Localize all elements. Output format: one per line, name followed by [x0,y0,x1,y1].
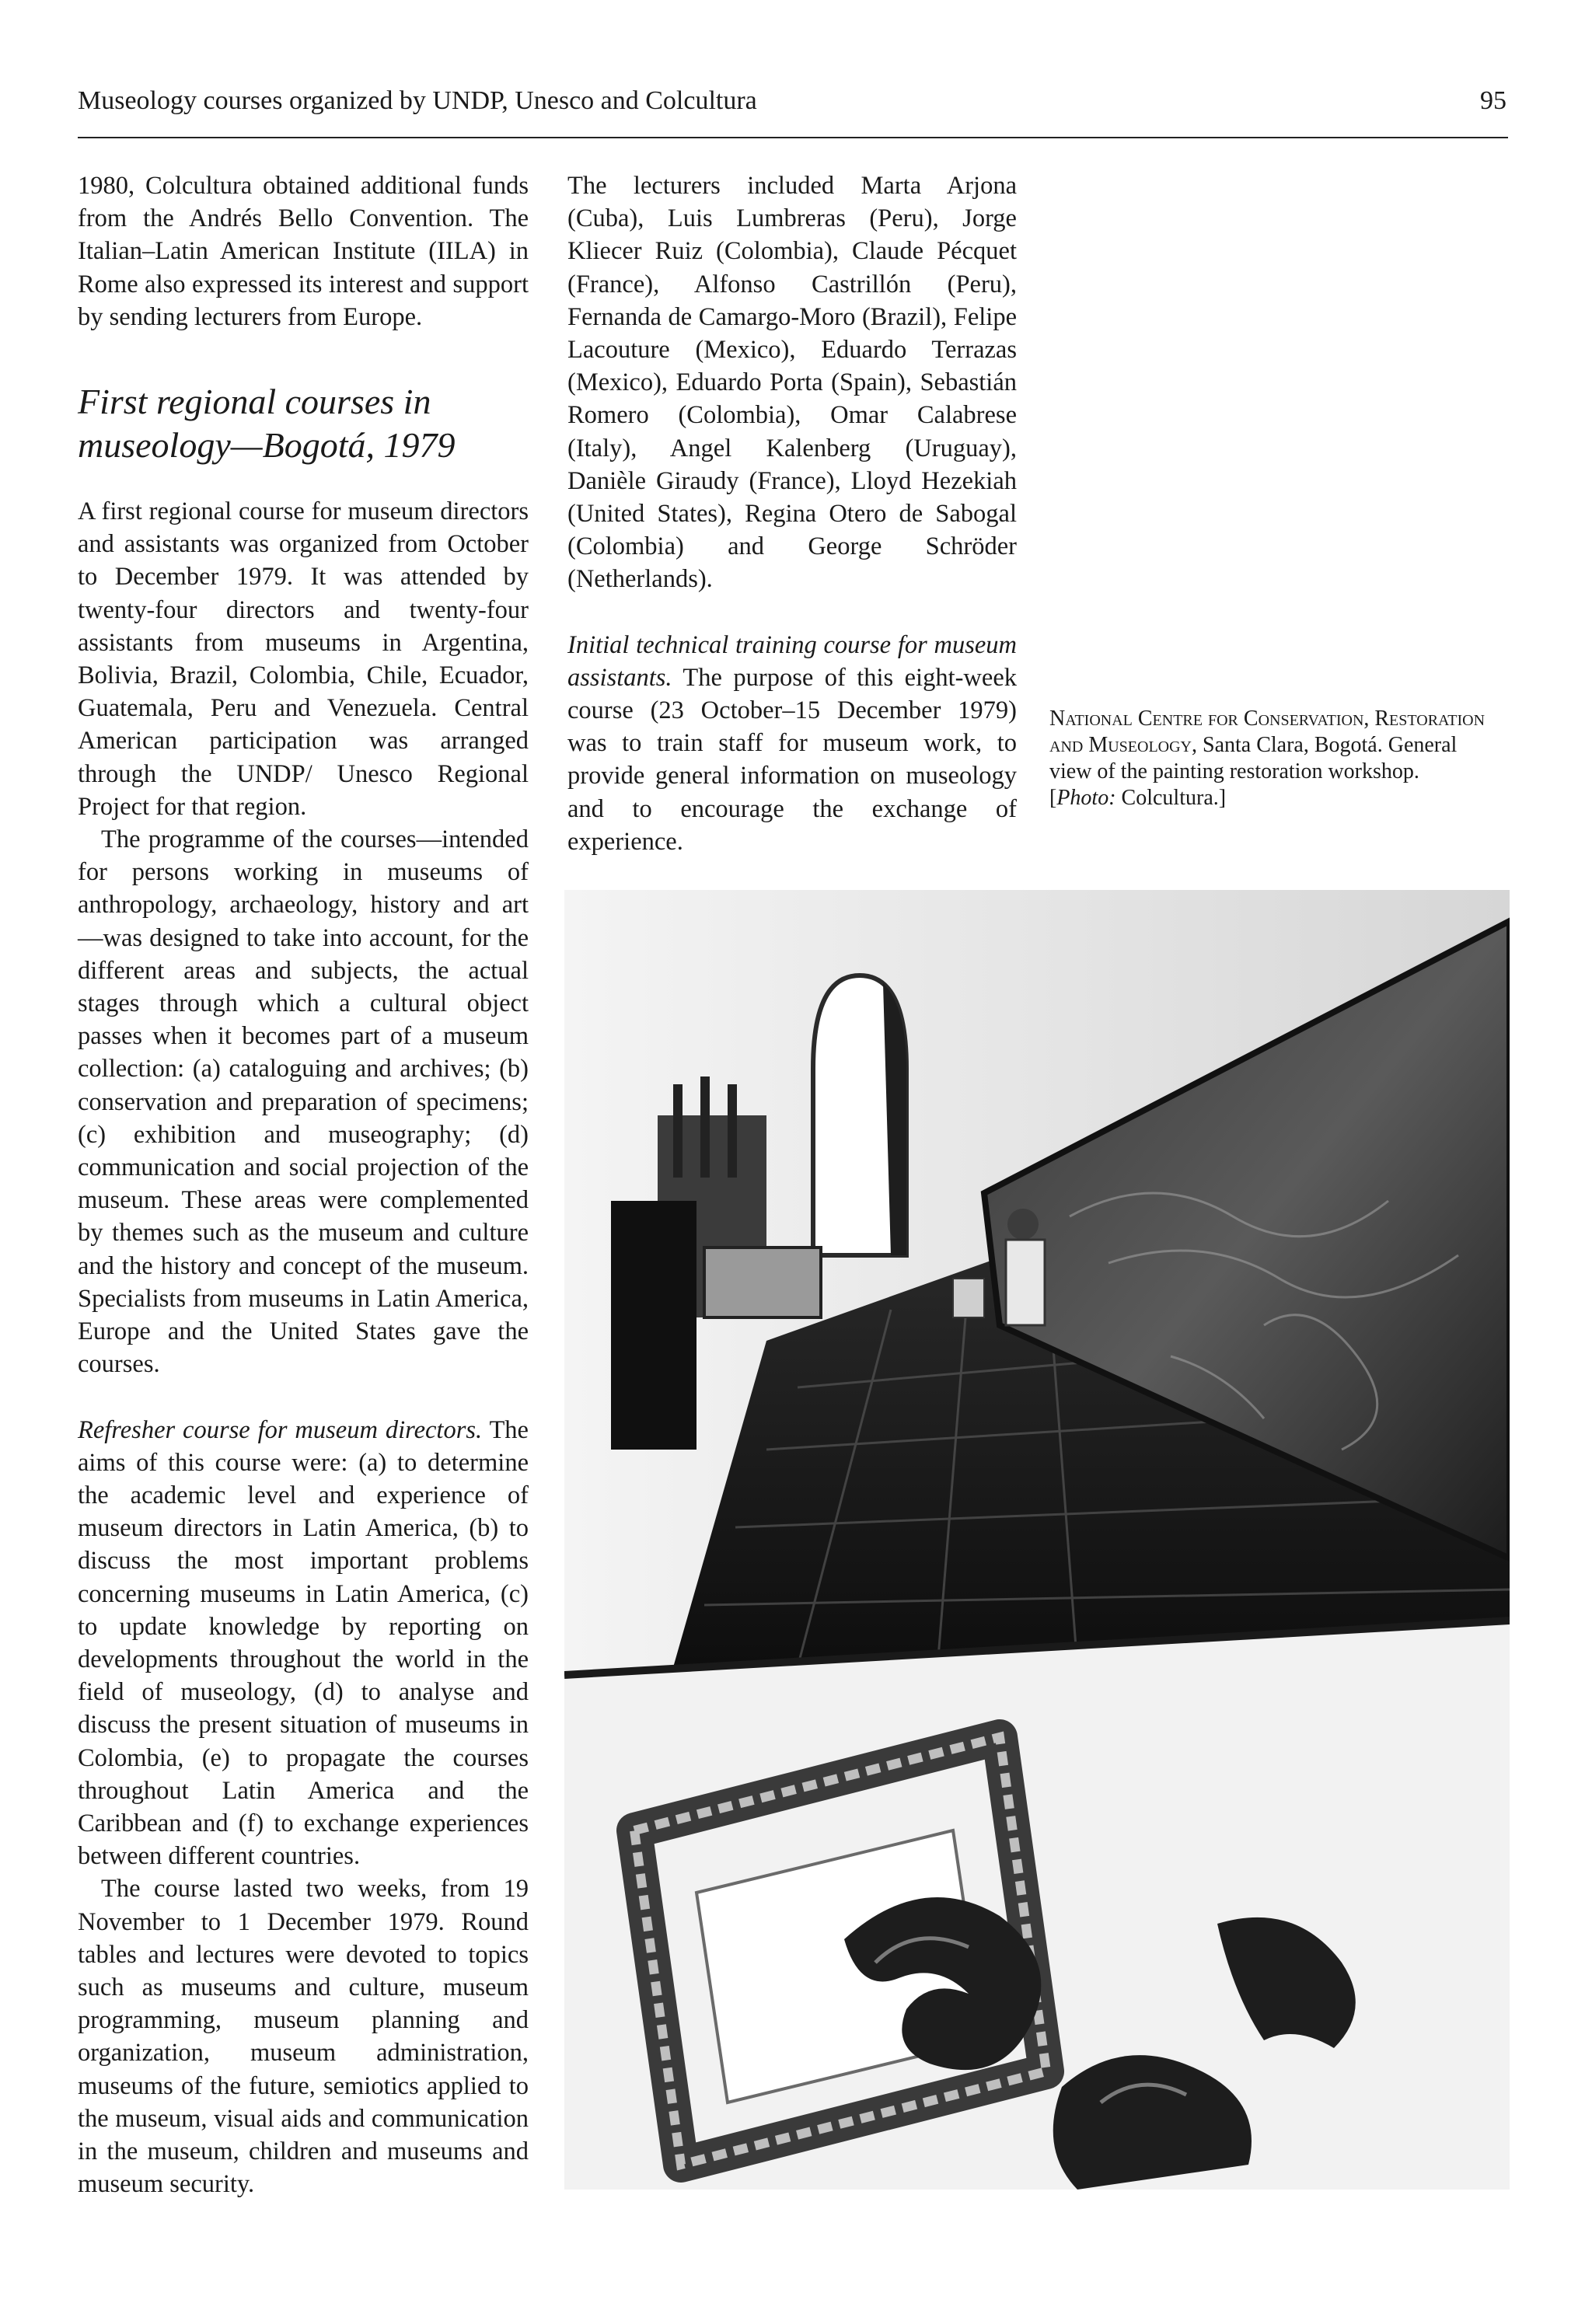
jar [953,1279,984,1317]
page-number: 95 [1480,86,1506,115]
caption-title: National Centre for Conservation, Restoration and Museology, [1049,707,1486,757]
lecturers-paragraph: The lecturers included Marta Arjona (Cuba), Luis Lumbreras (Peru), Jorge Kliecer Ruiz (Colombia), Claude Pécquet (France), Alfonso Castrillón (Peru), Fernanda de Camargo-Moro (Brazil), Felipe Lacouture (Mexico), Eduardo Terrazas (Mexico), Eduardo Porta (Spain), Sebastián Romero (Colombia), Omar Calabrese (Italy), Angel Kalenberg (Uruguay), Danièle Giraudy (France), Lloyd Hezekiah (United States), Regina Otero de Sabogal (Colombia) and George Schröder (Netherlands). [567,172,1017,594]
duration-paragraph: The course lasted two weeks, from 19 November to 1 December 1979. Round tables and lectures were devoted to topics such as museums and culture, museum programming, museum planning and organization, museum administration, museums of the future, semiotics applied to the museum, visual aids and communication in the museum, children and museums and museum security. [78,1875,529,2199]
caption-credit-label: Photo: [1056,786,1116,810]
photo-caption: National Centre for Conservation, Restoration and Museology, Santa Clara, Bogotá. General view of the painting restoration workshop. [Photo: Colcultura.] [1049,707,1486,810]
caption-credit-value: Colcultura. [1115,786,1219,810]
initial-course-paragraph [567,629,1017,858]
section-heading: First regional courses in museology—Bogotá, 1979 [78,382,456,466]
intro-paragraph: 1980, Colcultura obtained additional funds from the Andrés Bello Convention. The Italian–Latin American Institute (IILA) in Rome also expressed its interest and support by sending lecturers from Europe. [78,172,529,331]
refresher-paragraph [78,1414,529,1873]
workshop-photo [564,890,1510,2190]
caption-text: Santa Clara, Bogotá. General view of the painting restoration workshop. [1049,733,1458,783]
initial-body: The purpose of this eight-week course (23 October–15 December 1979) was to train staff for museum work, to provide general information on museology and to encourage the exchange of experience. [567,663,1017,856]
header-rule [78,137,1508,138]
left-column [78,169,529,2200]
running-title: Museology courses organized by UNDP, Unesco and Colcultura [78,86,757,115]
refresher-runin-title: Refresher course for museum directors. [78,1415,483,1444]
first-course-paragraph: A first regional course for museum directors and assistants was organized from October to December 1979. It was attended by twenty-four directors and twenty-four assistants from museums in Argentina, Bolivia, Brazil, Colombia, Chile, Ecuador, Guatemala, Peru and Venezuela. Central American participation was arranged through the UNDP/ Unesco Regional Project for that region. [78,497,529,821]
restorer-figure [1006,1240,1045,1325]
refresher-body: The aims of this course were: (a) to determine the academic level and experience of museum directors in Latin America, (b) to discuss the most important problems concerning museums in Latin America, (c) to update knowledge by reporting on developments throughout the world in the field of museology, (d) to analyse and discuss the present situation of museums in Colombia, (e) to propagate the courses throughout Latin America and the Caribbean and (f) to exchange experiences between different countries. [78,1415,529,1871]
initial-runin-title: Initial technical training course for museum assistants. [567,630,1017,692]
work-table [704,1247,821,1317]
middle-column [567,169,1017,858]
restorer-head [1007,1209,1039,1240]
programme-paragraph: The programme of the courses—intended for persons working in museums of anthropology, archaeology, history and art—was designed to take into account, for the different areas and subjects, the actual stages through which a cultural object passes when it becomes part of a museum collection: (a) cataloguing and archives; (b) conservation and preparation of specimens; (c) exhibition and museography; (d) communication and social projection of the museum. These areas were complemented by themes such as the museum and culture and the history and concept of the museum. Specialists from museums in Latin America, Europe and the United States gave the courses. [78,825,529,1379]
cabinet [611,1201,696,1450]
workshop-photo-illustration [564,890,1510,2190]
